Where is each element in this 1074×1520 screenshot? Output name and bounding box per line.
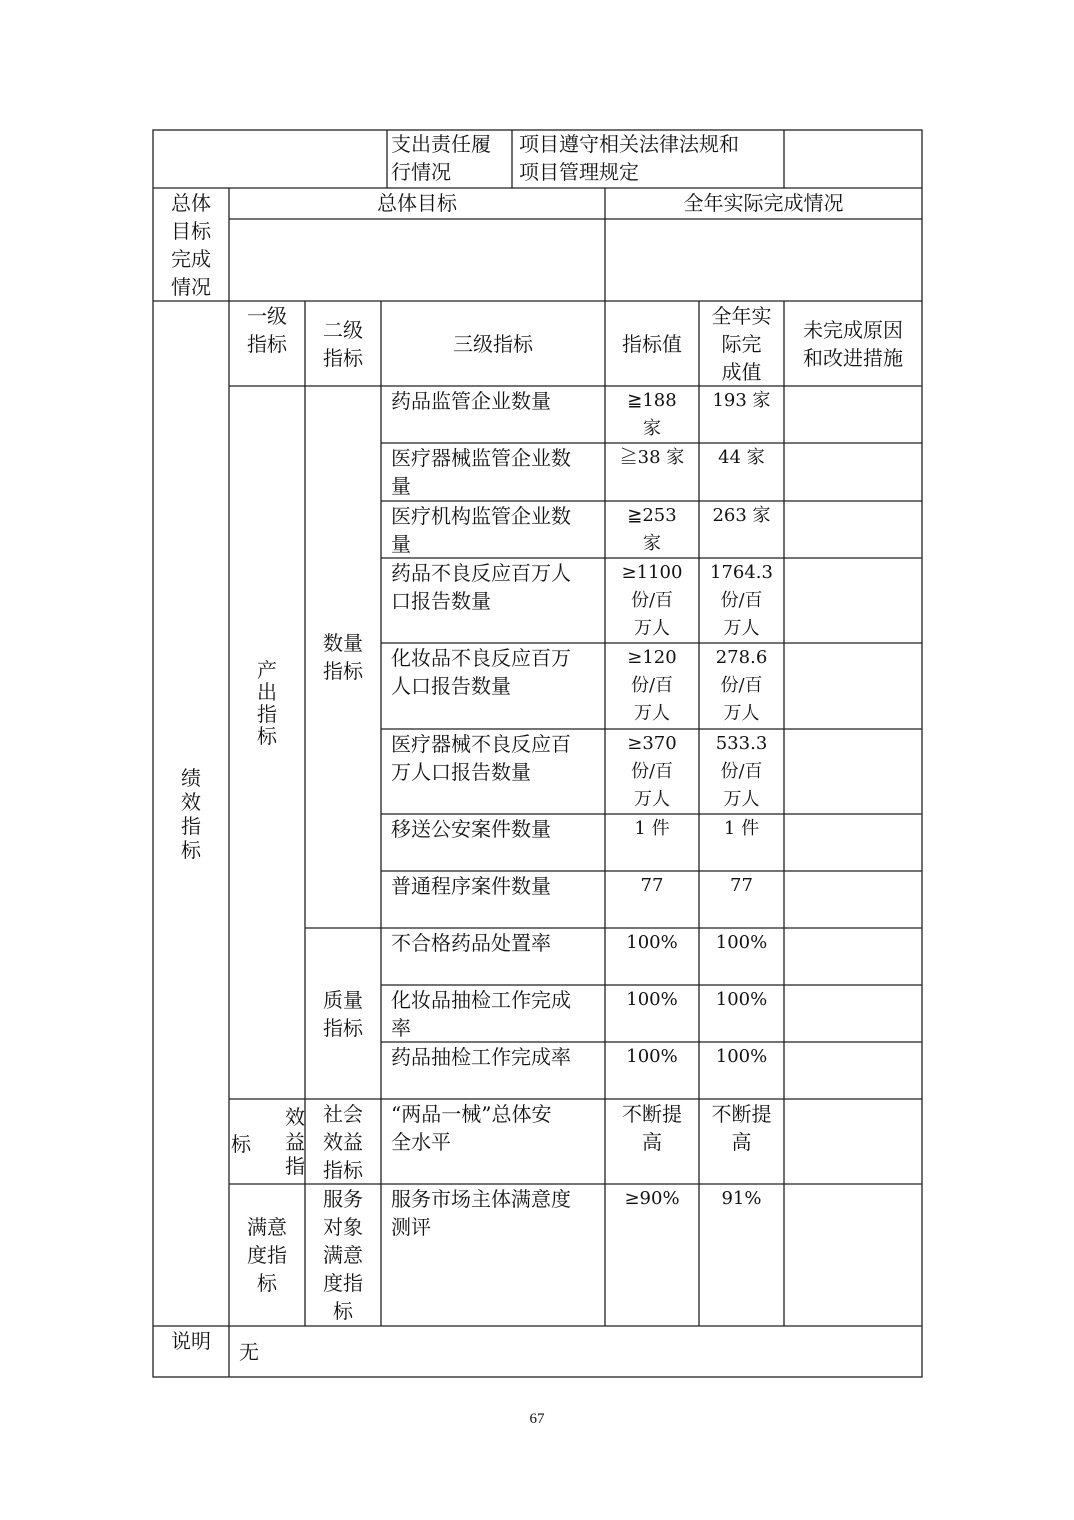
level2-quality: 质量 指标	[323, 987, 363, 1040]
row-name: 普通程序案件数量	[391, 874, 551, 898]
row-target: 100%	[626, 932, 678, 953]
row-reason	[784, 559, 922, 643]
overall-actual-content	[605, 219, 922, 301]
row-name: 不合格药品处置率	[391, 931, 551, 955]
header-reason: 未完成原因 和改进措施	[803, 317, 903, 370]
benefit-char-c: 标	[231, 1132, 251, 1156]
row-name: 服务市场主体满意度 测评	[391, 1187, 571, 1239]
row-name: 移送公安案件数量	[391, 817, 551, 841]
row-reason	[784, 986, 922, 1042]
level2-social: 社会 效益 指标	[323, 1102, 363, 1182]
row-target: 不断提 高	[622, 1102, 682, 1154]
overall-goal-header: 总体目标	[377, 191, 457, 215]
overall-goal-content	[229, 219, 605, 301]
row-target: ≧188 家	[627, 390, 677, 439]
row-actual: 1 件	[723, 818, 760, 839]
row-name: 药品抽检工作完成率	[391, 1045, 571, 1069]
row-reason	[784, 872, 922, 928]
row-target: ≥1100 份/百 万人	[621, 562, 683, 639]
header-level3: 三级指标	[453, 331, 533, 356]
header-level1: 一级 指标	[247, 304, 287, 356]
row-reason	[784, 387, 922, 443]
row-reason	[784, 1100, 922, 1184]
row-actual: 不断提 高	[711, 1102, 772, 1154]
row-reason	[784, 502, 922, 558]
row-target: ≥370 份/百 万人	[627, 733, 677, 810]
row-target: ≧253 家	[627, 505, 677, 554]
row-target: 100%	[626, 1046, 678, 1067]
row-reason	[784, 444, 922, 501]
header-level2: 二级 指标	[323, 317, 363, 370]
header-actual: 全年实 际完 成值	[711, 304, 772, 384]
overall-section-label: 总体 目标 完成 情况	[171, 191, 211, 299]
benefit-char-b: 益	[285, 1130, 305, 1154]
row-target: ≧38 家	[619, 447, 685, 468]
row-actual: 278.6 份/百 万人	[715, 647, 768, 724]
row-reason	[784, 815, 922, 871]
row-reason	[784, 1185, 922, 1326]
performance-section-label: 绩 效 指 标	[181, 765, 201, 862]
row-name: 药品不良反应百万人 口报告数量	[391, 561, 571, 613]
level2-quantity: 数量 指标	[323, 631, 363, 683]
row-target: ≥120 份/百 万人	[627, 647, 677, 724]
row-actual: 1764.3 份/百 万人	[710, 562, 773, 639]
benefit-char-d: 指	[285, 1154, 305, 1178]
note-value: 无	[239, 1340, 259, 1364]
overall-actual-header: 全年实际完成情况	[683, 191, 844, 215]
row-reason	[784, 730, 922, 814]
row-actual: 91%	[721, 1188, 762, 1209]
row-actual: 193 家	[712, 390, 771, 411]
header-target: 指标值	[622, 331, 682, 356]
row-actual: 44 家	[718, 447, 765, 468]
row-actual: 100%	[715, 1046, 768, 1067]
row-name: 医疗器械监管企业数 量	[391, 446, 571, 498]
row-target: 77	[640, 875, 664, 896]
row-actual: 77	[730, 875, 753, 896]
row-name: 药品监管企业数量	[391, 389, 551, 413]
row-actual: 100%	[715, 989, 768, 1010]
duty-label: 支出责任履 行情况	[391, 132, 491, 184]
level1-satisfaction: 满意 度指 标	[247, 1215, 287, 1295]
row-name: 化妆品抽检工作完成 率	[391, 988, 571, 1040]
level1-output: 产 出 指 标	[257, 657, 277, 748]
row-name: 化妆品不良反应百万 人口报告数量	[391, 646, 571, 698]
row-actual: 533.3 份/百 万人	[715, 733, 768, 810]
row-target: ≥90%	[624, 1188, 680, 1209]
row-actual: 100%	[715, 932, 768, 953]
row-target: 100%	[626, 989, 678, 1010]
row-target: 1 件	[634, 818, 670, 839]
row-reason	[784, 929, 922, 985]
page-number: 67	[529, 1411, 545, 1427]
row-name: “两品一械”总体安 全水平	[391, 1102, 552, 1154]
row-actual: 263 家	[712, 505, 771, 526]
row-name: 医疗器械不良反应百 万人口报告数量	[391, 732, 571, 784]
row-reason	[784, 1043, 922, 1099]
note-label: 说明	[171, 1329, 211, 1353]
row-reason	[784, 644, 922, 729]
duty-value: 项目遵守相关法律法规和 项目管理规定	[519, 132, 739, 184]
level2-service: 服务 对象 满意 度指 标	[323, 1187, 363, 1323]
benefit-char-a: 效	[285, 1105, 305, 1129]
row-name: 医疗机构监管企业数 量	[391, 504, 571, 556]
